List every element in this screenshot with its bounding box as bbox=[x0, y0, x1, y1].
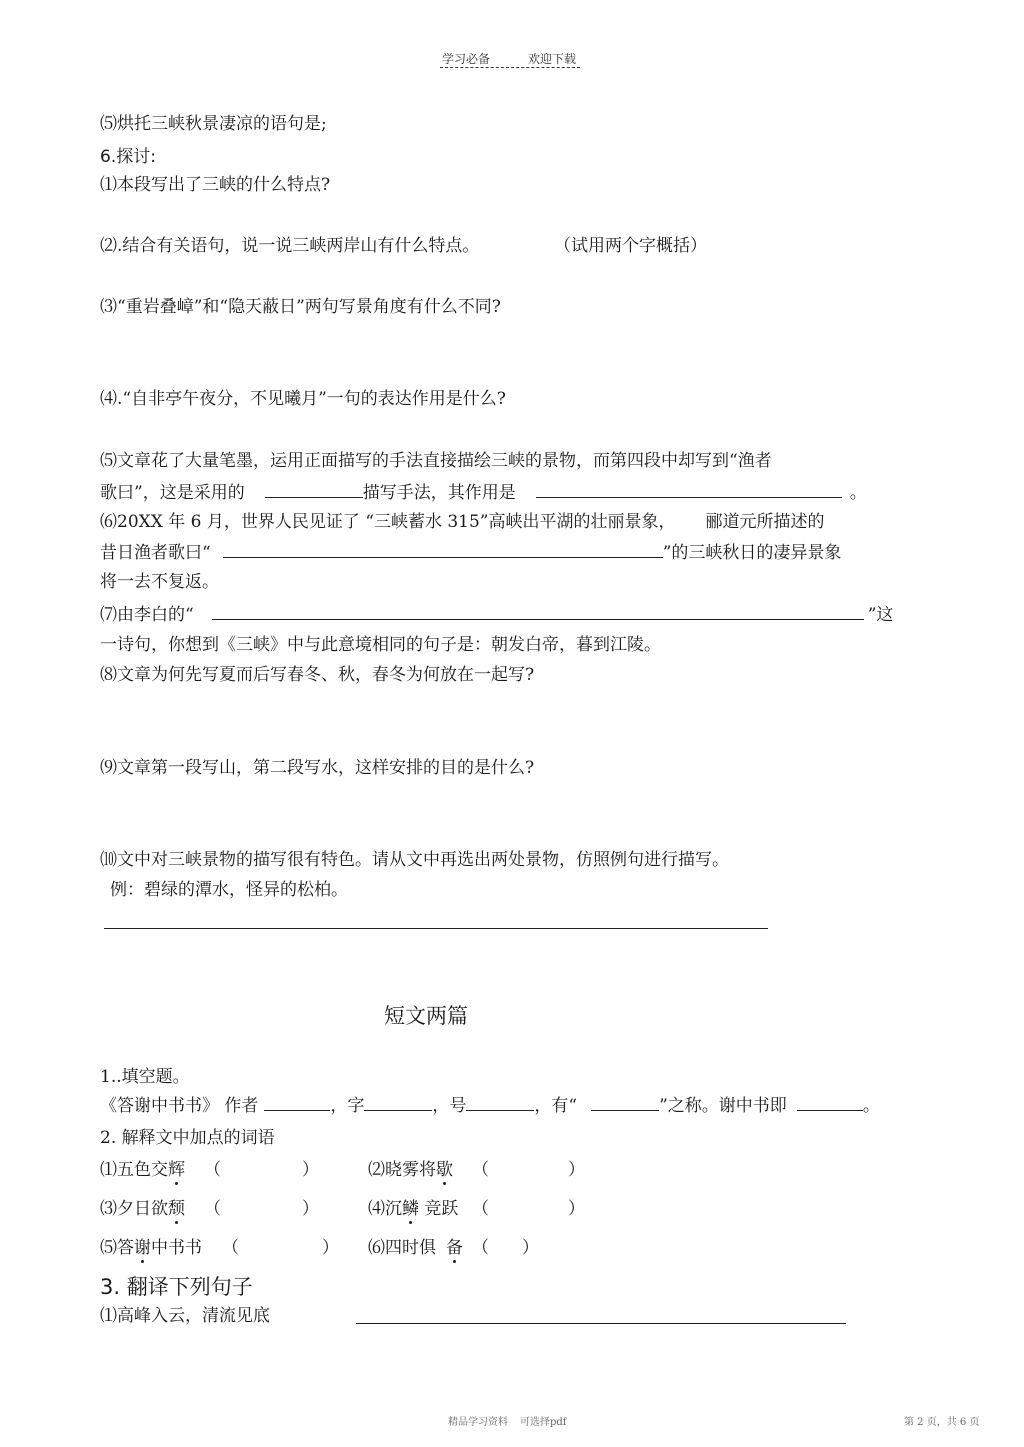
question-6-2-hint: （试用两个字概括） bbox=[554, 236, 707, 256]
question-6-10: ⑽文中对三峡景物的描写很有特色。请从文中再选出两处景物，仿照例句进行描写。 bbox=[100, 850, 729, 870]
header-right-text: 欢迎下载 bbox=[528, 52, 577, 66]
paren-close-3: ） bbox=[302, 1199, 319, 1219]
paren-open-4: （ bbox=[472, 1199, 489, 1219]
section2-q1-line bbox=[100, 1094, 880, 1117]
footer-left-text: 精品学习资料 bbox=[448, 1417, 508, 1428]
answer-blank-song[interactable] bbox=[223, 541, 663, 558]
paren-open-3: （ bbox=[204, 1199, 221, 1219]
question-6-5-text-b: 描写手法，其作用是 bbox=[362, 483, 516, 503]
answer-blank-author[interactable] bbox=[264, 1094, 330, 1111]
word-item-5 bbox=[100, 1237, 202, 1259]
question-6-7-text-b: ”这 bbox=[867, 605, 894, 625]
answer-blank-xie[interactable] bbox=[797, 1094, 863, 1111]
translate-item-1: ⑴高峰入云，清流见底 bbox=[100, 1306, 270, 1326]
answer-blank-title[interactable] bbox=[591, 1094, 659, 1111]
word-1-text: ⑴五色交 bbox=[100, 1160, 168, 1180]
answer-blank-hao[interactable] bbox=[466, 1094, 534, 1111]
paren-open-6: （ bbox=[472, 1238, 489, 1258]
word-4-dotted: 鳞 bbox=[402, 1199, 419, 1219]
paren-open-1: （ bbox=[204, 1160, 221, 1180]
fill-text-end: 。 bbox=[862, 1096, 880, 1116]
question-6-2: ⑵.结合有关语句，说一说三峡两岸山有什么特点。 bbox=[100, 236, 480, 256]
answer-line-translate-1[interactable] bbox=[356, 1323, 846, 1324]
question-6-6-line2 bbox=[100, 541, 841, 564]
question-6-6-text-d: ”的三峡秋日的凄异景象 bbox=[662, 543, 842, 563]
question-6-5-end: 。 bbox=[849, 483, 867, 503]
paren-close-1: ） bbox=[302, 1160, 319, 1180]
question-6-5-line1: ⑸文章花了大量笔墨，运用正面描写的手法直接描绘三峡的景物，而第四段中却写到“渔者 bbox=[100, 451, 772, 471]
question-6-8: ⑻文章为何先写夏而后写春冬、秋，春冬为何放在一起写? bbox=[100, 665, 535, 685]
word-item-3 bbox=[100, 1198, 185, 1220]
word-4-suffix: 竞跃 bbox=[419, 1199, 459, 1219]
section2-q3-title: 3. 翻译下列句子 bbox=[100, 1275, 253, 1299]
word-6-dotted: 备 bbox=[446, 1238, 463, 1258]
question-6-1: ⑴本段写出了三峡的什么特点? bbox=[100, 175, 331, 195]
question-6-title: 6.探讨: bbox=[100, 147, 156, 167]
word-4-text: ⑷沉 bbox=[368, 1199, 402, 1219]
paren-close-4: ） bbox=[568, 1199, 585, 1219]
word-5-text: ⑸答 bbox=[100, 1238, 134, 1258]
answer-blank-poem[interactable] bbox=[212, 603, 864, 620]
paren-open-2: （ bbox=[472, 1160, 489, 1180]
page-number: 第 2 页，共 6 页 bbox=[904, 1417, 980, 1428]
word-3-dotted: 颓 bbox=[168, 1199, 185, 1219]
fill-text-hao: ，号 bbox=[432, 1096, 467, 1116]
paren-close-6: ） bbox=[522, 1238, 539, 1258]
question-6-9: ⑼文章第一段写山，第二段写水，这样安排的目的是什么? bbox=[100, 758, 535, 778]
question-5-5: ⑸烘托三峡秋景凄凉的语句是; bbox=[100, 114, 327, 134]
word-6-text: ⑹四时俱 bbox=[368, 1238, 436, 1258]
question-6-6-line1 bbox=[100, 511, 825, 533]
fill-text-title: ，有“ bbox=[534, 1096, 578, 1116]
word-1-dotted: 辉 bbox=[168, 1160, 185, 1180]
word-3-text: ⑶夕日欲 bbox=[100, 1199, 168, 1219]
header-divider bbox=[440, 67, 580, 68]
word-5-dotted: 谢 bbox=[134, 1238, 151, 1258]
question-6-6-line3: 将一去不复返。 bbox=[100, 572, 219, 592]
word-2-dotted: 歇 bbox=[436, 1160, 453, 1180]
question-6-5-line2 bbox=[100, 481, 867, 504]
fill-text-author: 《答谢中书书》 作者 bbox=[100, 1096, 259, 1116]
fill-text-xie: ”之称。谢中书即 bbox=[659, 1096, 787, 1116]
section2-q1-title: 1..填空题。 bbox=[100, 1067, 190, 1087]
paren-close-5: ） bbox=[322, 1238, 339, 1258]
header-left-text: 学习必备 bbox=[442, 52, 491, 66]
word-2-text: ⑵晓雾将 bbox=[368, 1160, 436, 1180]
paren-open-5: （ bbox=[222, 1238, 239, 1258]
word-5-suffix: 中书书 bbox=[151, 1238, 202, 1258]
question-6-6-text-b: 郦道元所描述的 bbox=[705, 512, 825, 532]
question-6-3: ⑶“重岩叠嶂”和“隐天蔽日”两句写景角度有什么不同? bbox=[100, 297, 501, 317]
answer-blank-technique[interactable] bbox=[265, 481, 363, 498]
question-6-5-text-a: 歌曰”，这是采用的 bbox=[100, 483, 245, 503]
footer-mid-text: 可选择pdf bbox=[520, 1417, 567, 1428]
word-item-2 bbox=[368, 1159, 453, 1181]
word-item-6 bbox=[368, 1237, 463, 1259]
question-6-10-example: 例：碧绿的潭水，怪异的松柏。 bbox=[110, 880, 348, 900]
fill-text-zi: ，字 bbox=[330, 1096, 365, 1116]
question-6-7-text-a: ⑺由李白的“ bbox=[100, 605, 194, 625]
question-6-7-line1 bbox=[100, 603, 893, 626]
answer-blank-zi[interactable] bbox=[364, 1094, 432, 1111]
paren-close-2: ） bbox=[568, 1160, 585, 1180]
question-6-6-text-c: 昔日渔者歌曰“ bbox=[100, 543, 211, 563]
answer-blank-effect[interactable] bbox=[536, 481, 842, 498]
question-6-4: ⑷.“自非亭午夜分，不见曦月”一句的表达作用是什么? bbox=[100, 389, 506, 409]
question-6-7-line2: 一诗句，你想到《三峡》中与此意境相同的句子是：朝发白帝，暮到江陵。 bbox=[100, 635, 661, 655]
section2-q2-title: 2. 解释文中加点的词语 bbox=[100, 1128, 275, 1148]
word-item-1 bbox=[100, 1159, 185, 1181]
word-item-4 bbox=[368, 1198, 458, 1220]
answer-line-description[interactable] bbox=[104, 928, 768, 929]
question-6-6-text-a: ⑹20XX 年 6 月，世界人民见证了 “三峡蓄水 315”高峡出平湖的壮丽景象， bbox=[100, 512, 676, 532]
section-title: 短文两篇 bbox=[384, 1004, 468, 1028]
